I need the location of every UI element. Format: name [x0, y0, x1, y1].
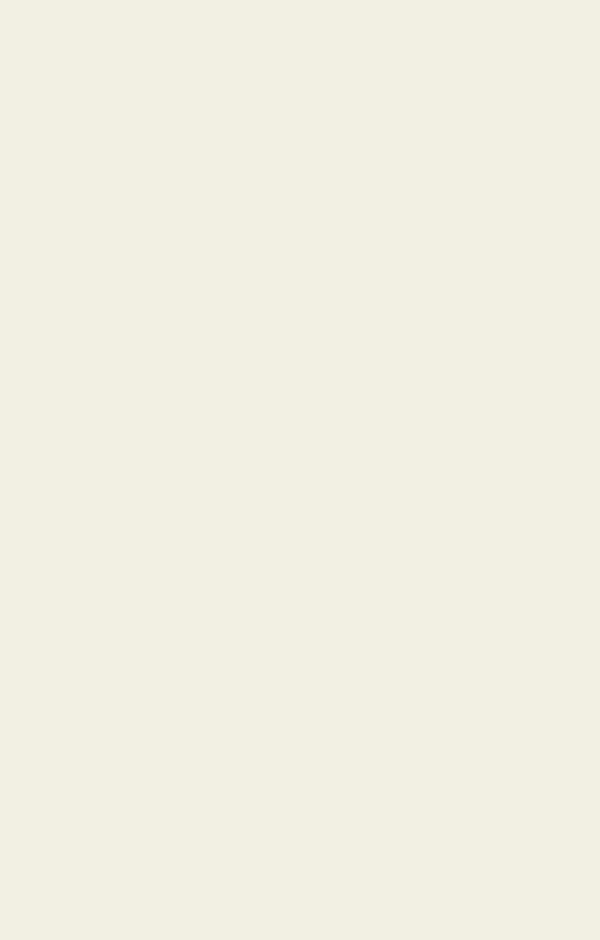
book-page — [0, 0, 600, 940]
